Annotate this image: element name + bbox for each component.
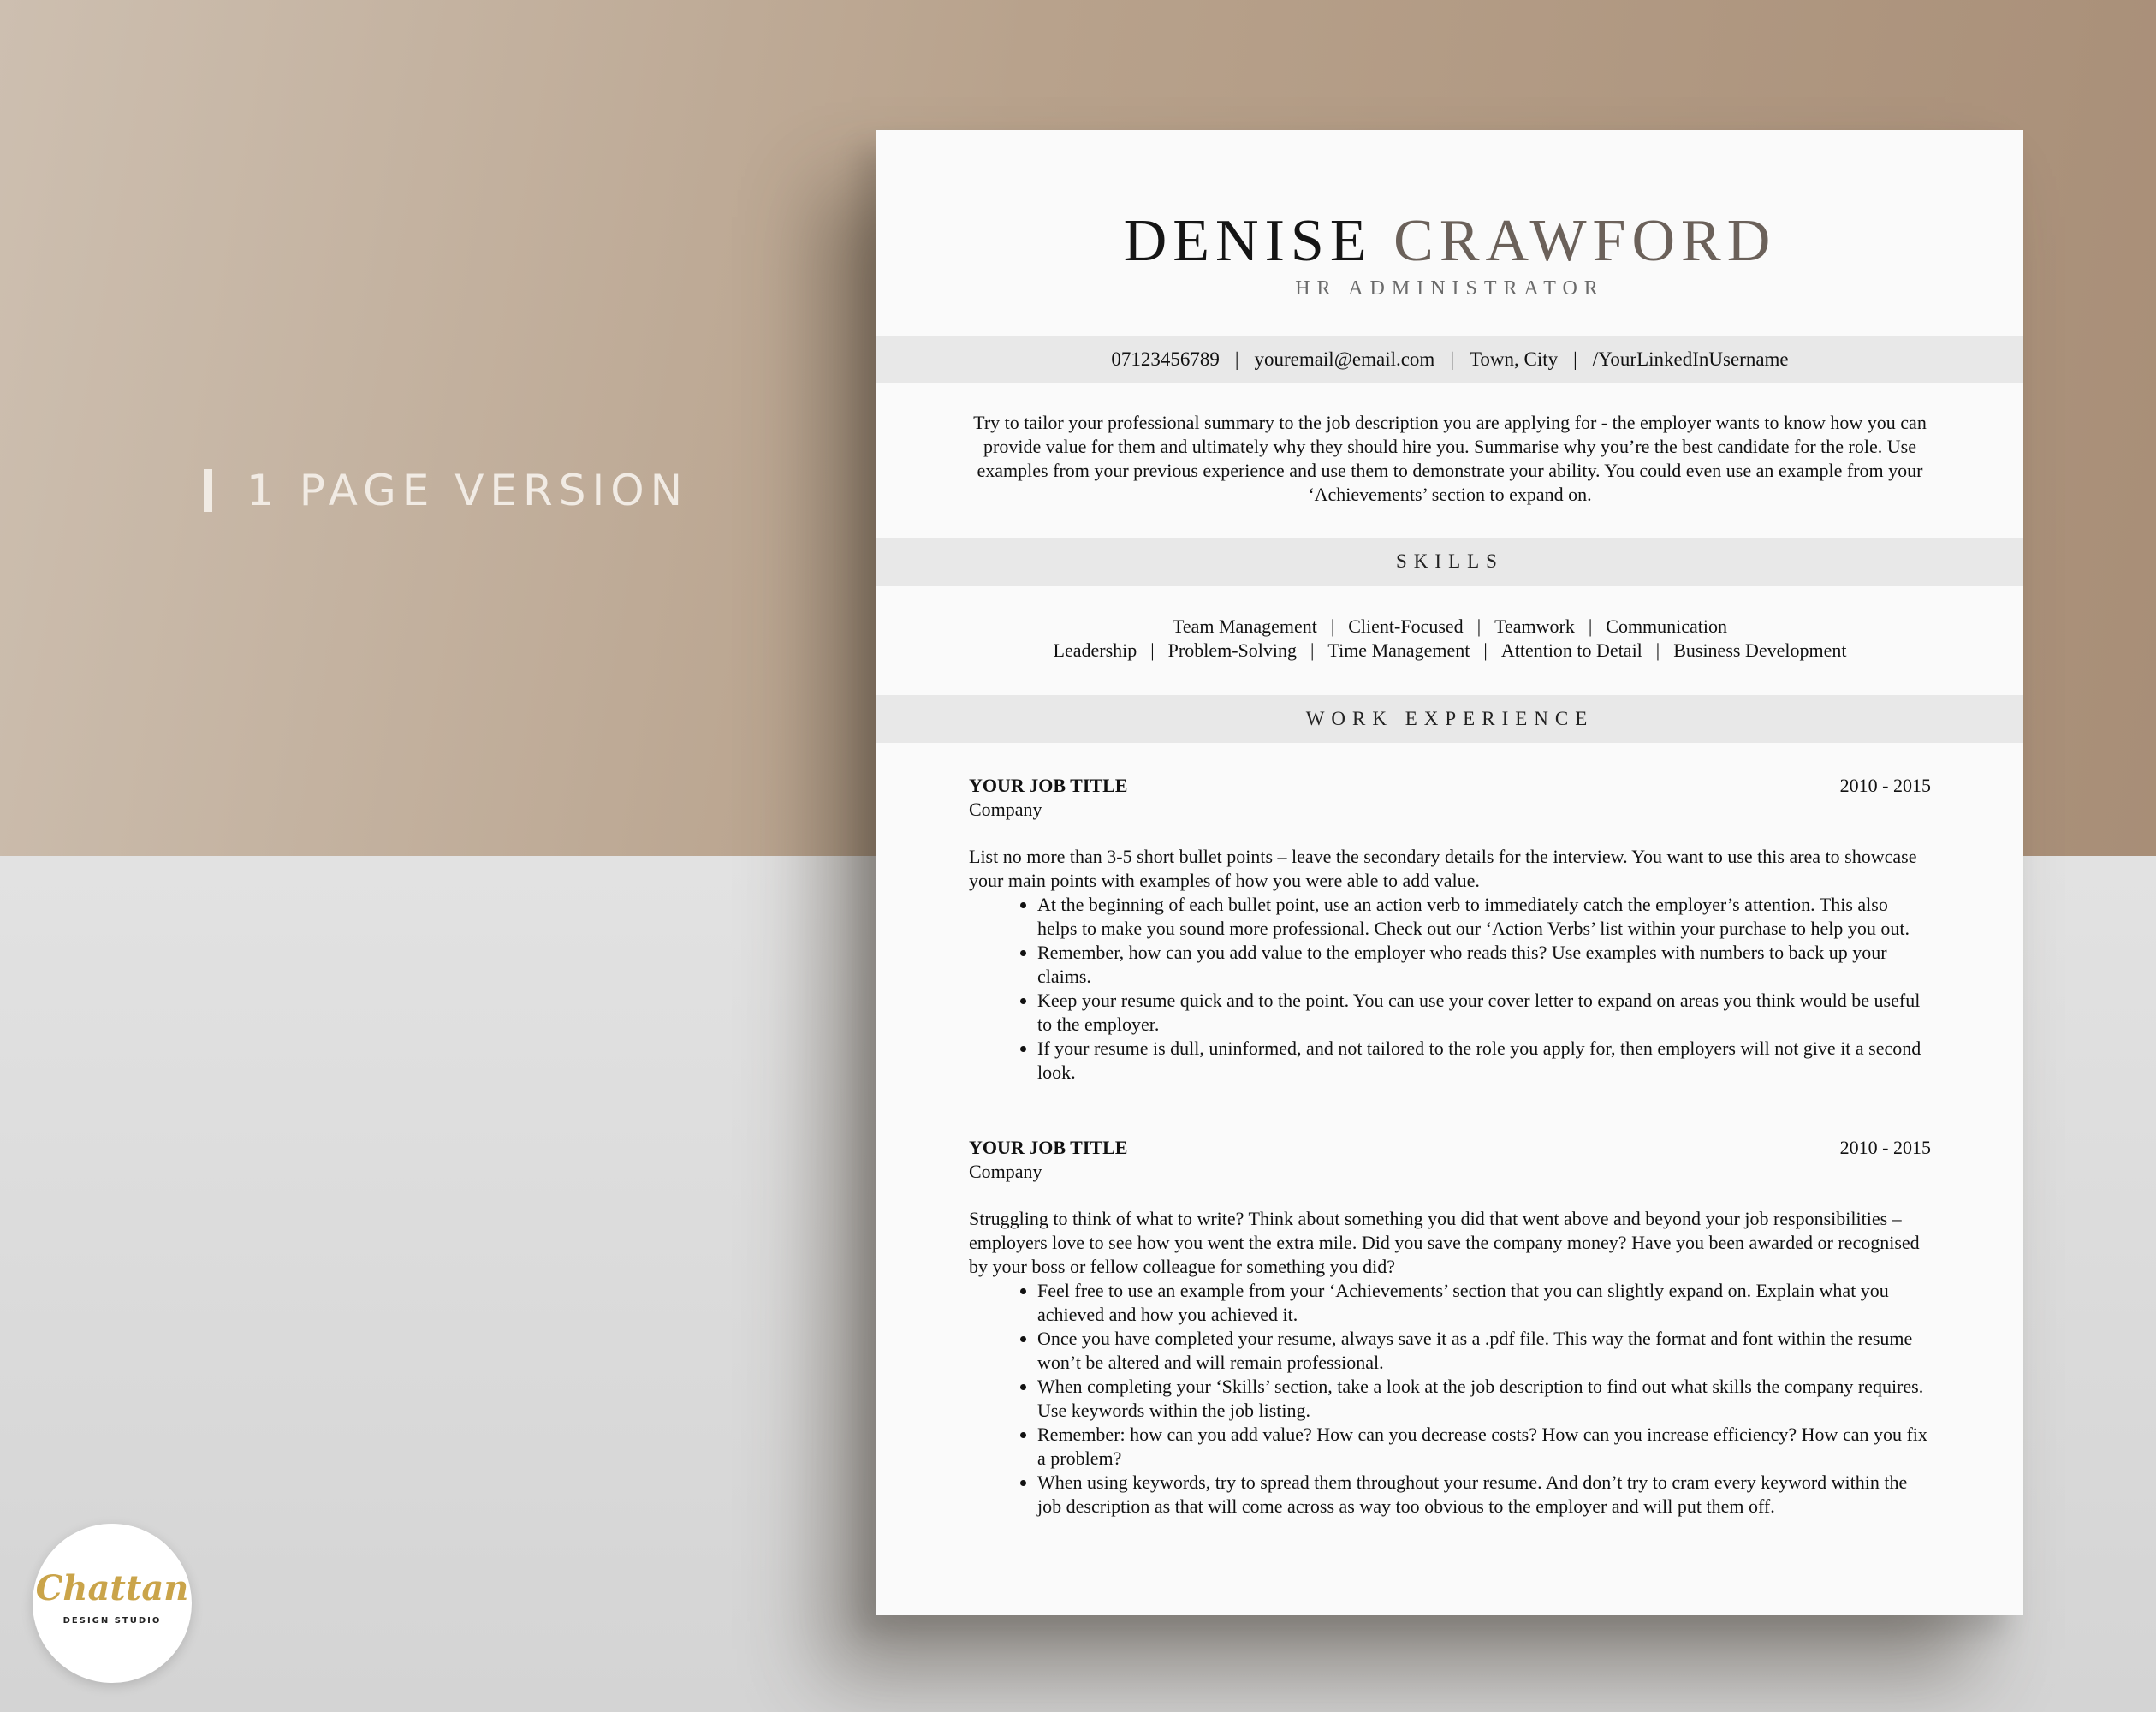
job-description: Struggling to think of what to write? Think about something you did that went above and beyond your job responsibilities – employers love to see how you went the extra mile. Did you save the company money? Have you been awarded or recognised by your boss or fellow colleague for something you did? — [969, 1208, 1920, 1277]
job-bullet: • Remember, how can you add value to the employer who reads this? Use examples with numbers to back up your claims. — [1037, 941, 1931, 989]
skills-line-2 — [876, 639, 2023, 663]
contact-location: Town, City — [1469, 348, 1559, 370]
professional-summary: Try to tailor your professional summary to the job description you are applying for - the employer wants to know how you can provide value for them and ultimately why they should hire you. Summarise why you’re the best candidate for the role. Use examples from your previous experience and use them to demonstrate your ability. You could even use an example from your ‘Achievements’ section to expand on. — [973, 412, 1927, 505]
skill-separator: | — [1483, 639, 1488, 661]
studio-subtitle: DESIGN STUDIO — [62, 1616, 162, 1626]
job-bullet: • When using keywords, try to spread them throughout your resume. And don’t try to cram every keyword within the job description as that will come across as way too obvious to the employer and will put them off. — [1037, 1471, 1931, 1519]
skill-item: Business Development — [1673, 639, 1847, 661]
skill-separator: | — [1588, 615, 1593, 637]
job-header — [969, 1136, 1931, 1160]
studio-logo: Chattan — [35, 1568, 189, 1608]
job-title: YOUR JOB TITLE — [969, 775, 1128, 796]
resume-page — [876, 130, 2023, 1615]
job-description: List no more than 3-5 short bullet points – leave the secondary details for the interview. You want to use this area to showcase your main points with examples of how you were able to add value. — [969, 846, 1917, 891]
skill-item: Time Management — [1327, 639, 1470, 661]
skill-item: Client-Focused — [1348, 615, 1464, 637]
job-bullet: • At the beginning of each bullet point, use an action verb to immediately catch the employer’s attention. This also helps to make you sound more professional. Check out our ‘Action Verbs’ list within your purchase to help you out. — [1037, 893, 1931, 941]
contact-phone: 07123456789 — [1111, 348, 1220, 370]
job-bullet: • Remember: how can you add value? How can you decrease costs? How can you increase efficiency? How can you fix a problem? — [1037, 1423, 1931, 1471]
resume-role: HR ADMINISTRATOR — [1295, 277, 1605, 300]
skill-separator: | — [1330, 615, 1335, 637]
job-bullet: • Once you have completed your resume, always save it as a .pdf file. This way the format and font within the resume won’t be altered and will remain professional. — [1037, 1327, 1931, 1375]
job-bullet: • Keep your resume quick and to the point. You can use your cover letter to expand on areas you think would be useful to the employer. — [1037, 989, 1931, 1037]
skill-item: Team Management — [1172, 615, 1317, 637]
job-title: YOUR JOB TITLE — [969, 1137, 1128, 1158]
skill-item: Leadership — [1053, 639, 1137, 661]
studio-logo-badge — [33, 1524, 192, 1683]
promo-label — [204, 466, 688, 515]
job-entry — [969, 774, 1931, 1085]
contact-separator: | — [1450, 348, 1454, 370]
contact-email: youremail@email.com — [1254, 348, 1435, 370]
resume-name — [876, 207, 2023, 276]
skill-item: Communication — [1606, 615, 1728, 637]
skill-separator: | — [1655, 639, 1660, 661]
skill-separator: | — [1476, 615, 1482, 637]
job-company: Company — [969, 1161, 1042, 1182]
skill-separator: | — [1310, 639, 1315, 661]
contact-linkedin: /YourLinkedInUsername — [1592, 348, 1789, 370]
job-bullets — [969, 1279, 1931, 1519]
job-dates: 2010 - 2015 — [1839, 775, 1931, 796]
promo-bar — [204, 469, 212, 512]
job-header — [969, 774, 1931, 798]
work-experience-header — [876, 695, 2023, 743]
skill-item: Problem-Solving — [1167, 639, 1298, 661]
job-bullet: • If your resume is dull, uninformed, and not tailored to the role you apply for, then employers will not give it a second look. — [1037, 1037, 1931, 1085]
skills-title: SKILLS — [1396, 550, 1504, 572]
skill-separator: | — [1150, 639, 1155, 661]
work-experience-title: WORK EXPERIENCE — [1305, 708, 1595, 729]
contact-separator: | — [1234, 348, 1239, 370]
job-company: Company — [969, 799, 1042, 820]
skills-line-1 — [876, 615, 2023, 639]
last-name: CRAWFORD — [1393, 208, 1777, 274]
promo-label-text: 1 PAGE VERSION — [246, 466, 688, 515]
skills-header — [876, 538, 2023, 586]
contact-bar — [876, 336, 2023, 383]
job-dates: 2010 - 2015 — [1839, 1137, 1931, 1158]
job-entry — [969, 1136, 1931, 1519]
job-bullets — [969, 893, 1931, 1085]
job-bullet: • When completing your ‘Skills’ section, take a look at the job description to find out what skills the company requires. Use keywords within the job listing. — [1037, 1375, 1931, 1423]
skill-item: Teamwork — [1494, 615, 1575, 637]
skill-item: Attention to Detail — [1500, 639, 1642, 661]
contact-separator: | — [1573, 348, 1577, 370]
job-bullet: • Feel free to use an example from your ‘Achievements’ section that you can slightly expand on. Explain what you achieved and how you achieved it. — [1037, 1279, 1931, 1327]
first-name: DENISE — [1123, 208, 1373, 274]
